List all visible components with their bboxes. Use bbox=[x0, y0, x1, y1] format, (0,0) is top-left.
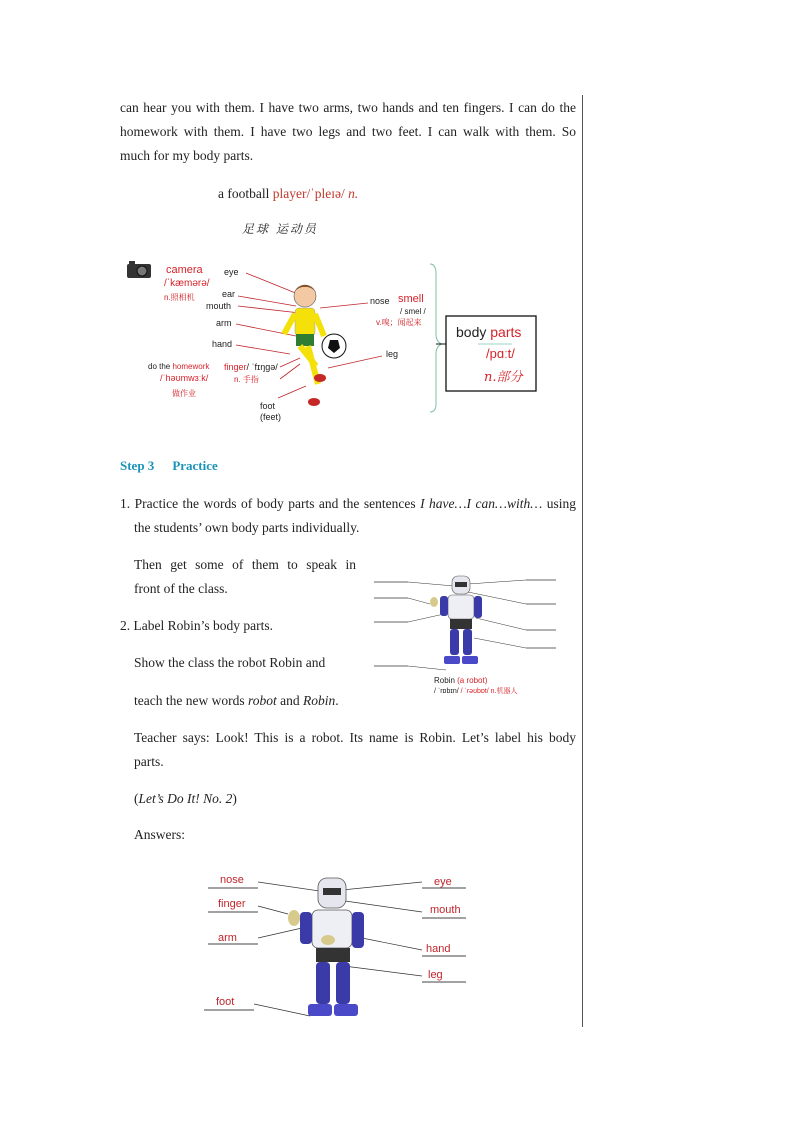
robin-robot-large bbox=[288, 878, 364, 1016]
label-mouth: mouth bbox=[206, 301, 232, 311]
teacher-line-2: parts. bbox=[134, 754, 164, 769]
label-nose: nose bbox=[370, 296, 390, 306]
vocab-line: a football player/ˈpleɪə/ n. bbox=[218, 186, 359, 201]
teacher-line-1: Teacher says: Look! This is a robot. Its name is Robin. Let’s label his body bbox=[134, 730, 576, 745]
reference-line: (Let’s Do It! No. 2) bbox=[134, 791, 237, 806]
box-body-parts: body parts bbox=[456, 324, 522, 340]
intro-paragraph bbox=[120, 96, 576, 168]
label-homework: do the homework bbox=[148, 362, 210, 371]
answer-leg: leg bbox=[428, 969, 443, 981]
camera-word: camera bbox=[166, 264, 203, 276]
label-foot: foot bbox=[260, 401, 276, 411]
intro-line-3: much for my body parts. bbox=[120, 148, 254, 163]
vocab-chinese: 足球 运动员 bbox=[242, 222, 318, 236]
label-hand: hand bbox=[212, 339, 233, 349]
football-player-figure bbox=[120, 256, 560, 434]
homework-ipa: /ˈhəʊmwɜːk/ bbox=[160, 373, 209, 383]
answer-mouth: mouth bbox=[430, 904, 461, 916]
finger-cn: n. 手指 bbox=[234, 375, 259, 384]
step3-label: Step 3 bbox=[120, 458, 155, 473]
item1-line-2: the students’ own body parts individually. bbox=[134, 520, 360, 535]
item1-line-1: 1. Practice the words of body parts and the sentences I have…I can…with… using bbox=[120, 496, 577, 511]
step3-heading bbox=[120, 458, 236, 474]
vocab-word: player/ˈpleɪə/ bbox=[272, 186, 345, 201]
teacher-paragraph bbox=[134, 726, 576, 774]
smell-ipa: / smel / bbox=[400, 307, 426, 316]
box-ipa: /pɑːt/ bbox=[486, 346, 515, 361]
answer-nose: nose bbox=[220, 874, 244, 886]
camera-cn: n.照相机 bbox=[164, 293, 195, 302]
show-line-1: Show the class the robot Robin and bbox=[134, 655, 326, 670]
player-figure bbox=[284, 285, 346, 406]
show-line-2: teach the new words robot and Robin. bbox=[134, 693, 339, 708]
answer-foot: foot bbox=[216, 996, 235, 1008]
robin-ipa-line: / ˈrɒbɪn/ / ˈrəʊbɒt/ n.机器人 bbox=[434, 688, 518, 695]
answers-label: Answers: bbox=[134, 827, 185, 842]
then-line-2: front of the class. bbox=[134, 581, 228, 596]
page-margin-line bbox=[582, 95, 583, 1027]
intro-line-2: homework with them. I have two legs and two feet. I can walk with them. So bbox=[120, 124, 576, 139]
label-ear: ear bbox=[222, 289, 236, 299]
smell-word: smell bbox=[398, 293, 424, 305]
label-finger: finger/ ˈfɪŋɡə/ bbox=[224, 362, 278, 372]
camera-icon bbox=[127, 261, 151, 278]
intro-line-1: can hear you with them. I have two arms, two hands and ten fingers. I can do the bbox=[120, 100, 576, 115]
then-paragraph bbox=[134, 553, 356, 601]
item2-heading: 2. Label Robin’s body parts. bbox=[120, 618, 273, 633]
robin-caption: Robin (a robot) bbox=[434, 676, 488, 685]
label-eye: eye bbox=[224, 267, 239, 277]
homework-cn: 做作业 bbox=[172, 389, 196, 398]
label-arm: arm bbox=[216, 318, 232, 328]
robin-robot-small bbox=[430, 576, 482, 664]
label-feet: (feet) bbox=[260, 412, 282, 422]
camera-ipa: /ˈkæmərə/ bbox=[164, 278, 210, 289]
robin-answers-figure bbox=[184, 866, 490, 1024]
then-line-1: Then get some of them to speak in bbox=[134, 557, 356, 572]
answer-eye: eye bbox=[434, 876, 452, 888]
item1-paragraph bbox=[120, 492, 576, 540]
answer-hand: hand bbox=[426, 943, 451, 955]
answer-arm: arm bbox=[218, 932, 237, 944]
smell-cn: v.嗅；闻起来 bbox=[376, 318, 422, 327]
box-cn: n.部分 bbox=[484, 370, 523, 385]
label-leg: leg bbox=[386, 349, 399, 359]
step3-title: Practice bbox=[172, 458, 218, 473]
robin-blank-figure bbox=[370, 568, 560, 696]
answer-finger: finger bbox=[218, 898, 246, 910]
